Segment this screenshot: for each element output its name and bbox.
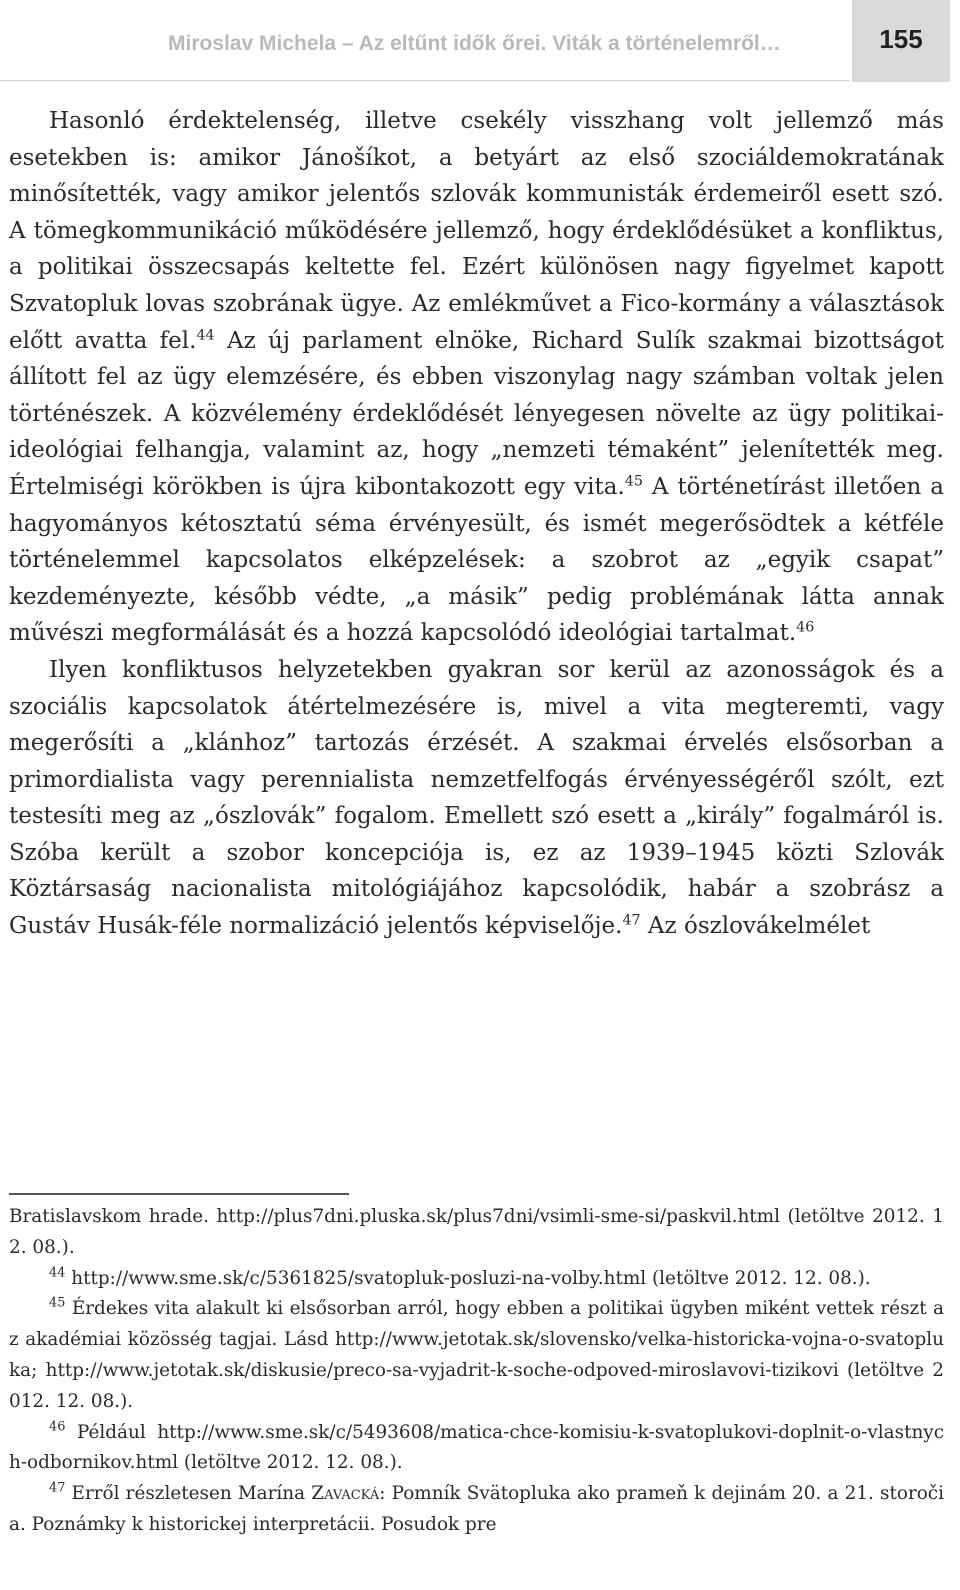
footnote-ref[interactable]: 44 bbox=[196, 327, 215, 344]
footnote-ref[interactable]: 46 bbox=[796, 619, 815, 636]
footnote-number: 45 bbox=[49, 1295, 66, 1311]
footnote-44: $^{44}$ http://www.sme.sk/c/5361825/svatopluk-posluzi-na-volby.html (letöltve 2012. 12. 08.). bbox=[49, 1264, 871, 1289]
paragraph: Hasonló érdektelenség, illetve csekély visszhang volt jellemző más esetekben is: amikor Jánošíkot, a betyárt az első szociáldemokratának minősítették, vagy amikor jelentős szlovák kommunisták érdemeiről esett szó. A tömegkommunikáció működésére jellemző, hogy érdeklődésüket a konfliktus, a politikai összecsapás keltette fel. Ezért különösen nagy figyelmet kapott Szvatopluk lovas szobrának ügye. Az emlékművet a Fico-kormány a választások előtt avatta fel.$^{44}$ Az új parlament elnöke, Richard Sulík szakmai bizottságot állított fel az ügy elemzésére, és ebben viszonylag nagy számban voltak jelen történészek. A közvélemény érdeklődését lényegesen növelte az ügy politikai-ideológiai felhangja, valamint az, hogy „nemzeti témaként” jelenítették meg. Értelmiségi körökben is újra kibontakozott egy vita.$^{45}$ A történetírást illetően a hagyományos kétosztatú séma érvényesült, és ismét megerősödtek a kétféle történelemmel kapcsolatos elképzelések: a szobrot az „egyik csapat” kezdeményezte, később védte, „a másik” pedig problémának látta annak művészi megformálását és a hozzá kapcsolódó ideológiai tartalmat.$^{46}$ bbox=[9, 108, 944, 647]
footnotes bbox=[9, 1202, 944, 1541]
footnote-46: $^{46}$ Például http://www.sme.sk/c/5493608/matica-chce-komisiu-k-svatoplukovi-doplnit-o-vlastnych-odbornikov.html (letöltve 2012. 12. 08.). bbox=[9, 1418, 944, 1474]
footnote-47: $^{47}$ Erről részletesen Marína Zavacká: Pomník Svätopluka ako prameň k dejinám 20. a 21. storočia. Poznámky k historickej interpretácii. Posudok pre bbox=[9, 1480, 944, 1535]
running-head: Miroslav Michela – Az eltűnt idők őrei. Viták a történelemről… bbox=[168, 32, 781, 55]
page-number: 155 bbox=[852, 0, 950, 82]
footnote-45: $^{45}$ Érdekes vita alakult ki elsősorban arról, hogy ebben a politikai ügyben miként vettek részt az akadémiai közösség tagjai. Lásd http://www.jetotak.sk/slovensko/velka-historicka-vojna-o-svatopluka; http://www.jetotak.sk/diskusie/preco-sa-vyjadrit-k-soche-odpoved-miroslavovi-tizikovi (letöltve 2012. 12. 08.). bbox=[9, 1295, 944, 1412]
footnote-number: 44 bbox=[49, 1264, 66, 1280]
paragraph: Ilyen konfliktusos helyzetekben gyakran sor kerül az azonosságok és a szociális kapcsolatok átértelmezésére is, mivel a vita megteremti, vagy megerősíti a „klánhoz” tartozás érzését. A szakmai érvelés elsősorban a primordialista vagy perennialista nemzetfelfogás érvényességéről szólt, ezt testesíti meg az „ószlovák” fogalom. Emellett szó esett a „király” fogalmáról is. Szóba került a szobor koncepciója is, ez az 1939–1945 közti Szlovák Köztársaság nacionalista mitológiájához kapcsolódik, habár a szobrász a Gustáv Husák-féle normalizáció jelentős képviselője.$^{47}$ Az ószlovákelmélet bbox=[9, 656, 944, 940]
footnote-continuation: Bratislavskom hrade. http://plus7dni.pluska.sk/plus7dni/vsimli-sme-si/paskvil.html (letöltve 2012. 12. 08.). bbox=[9, 1206, 944, 1258]
footnote-ref[interactable]: 45 bbox=[624, 473, 643, 490]
main-text bbox=[9, 103, 944, 945]
header-rule bbox=[0, 80, 850, 81]
footnote-number: 47 bbox=[49, 1480, 66, 1496]
footnote-separator bbox=[9, 1193, 349, 1195]
page-header bbox=[0, 0, 960, 82]
footnote-number: 46 bbox=[49, 1418, 66, 1434]
author-name: Zavacká bbox=[311, 1483, 380, 1505]
footnote-ref[interactable]: 47 bbox=[622, 912, 641, 929]
